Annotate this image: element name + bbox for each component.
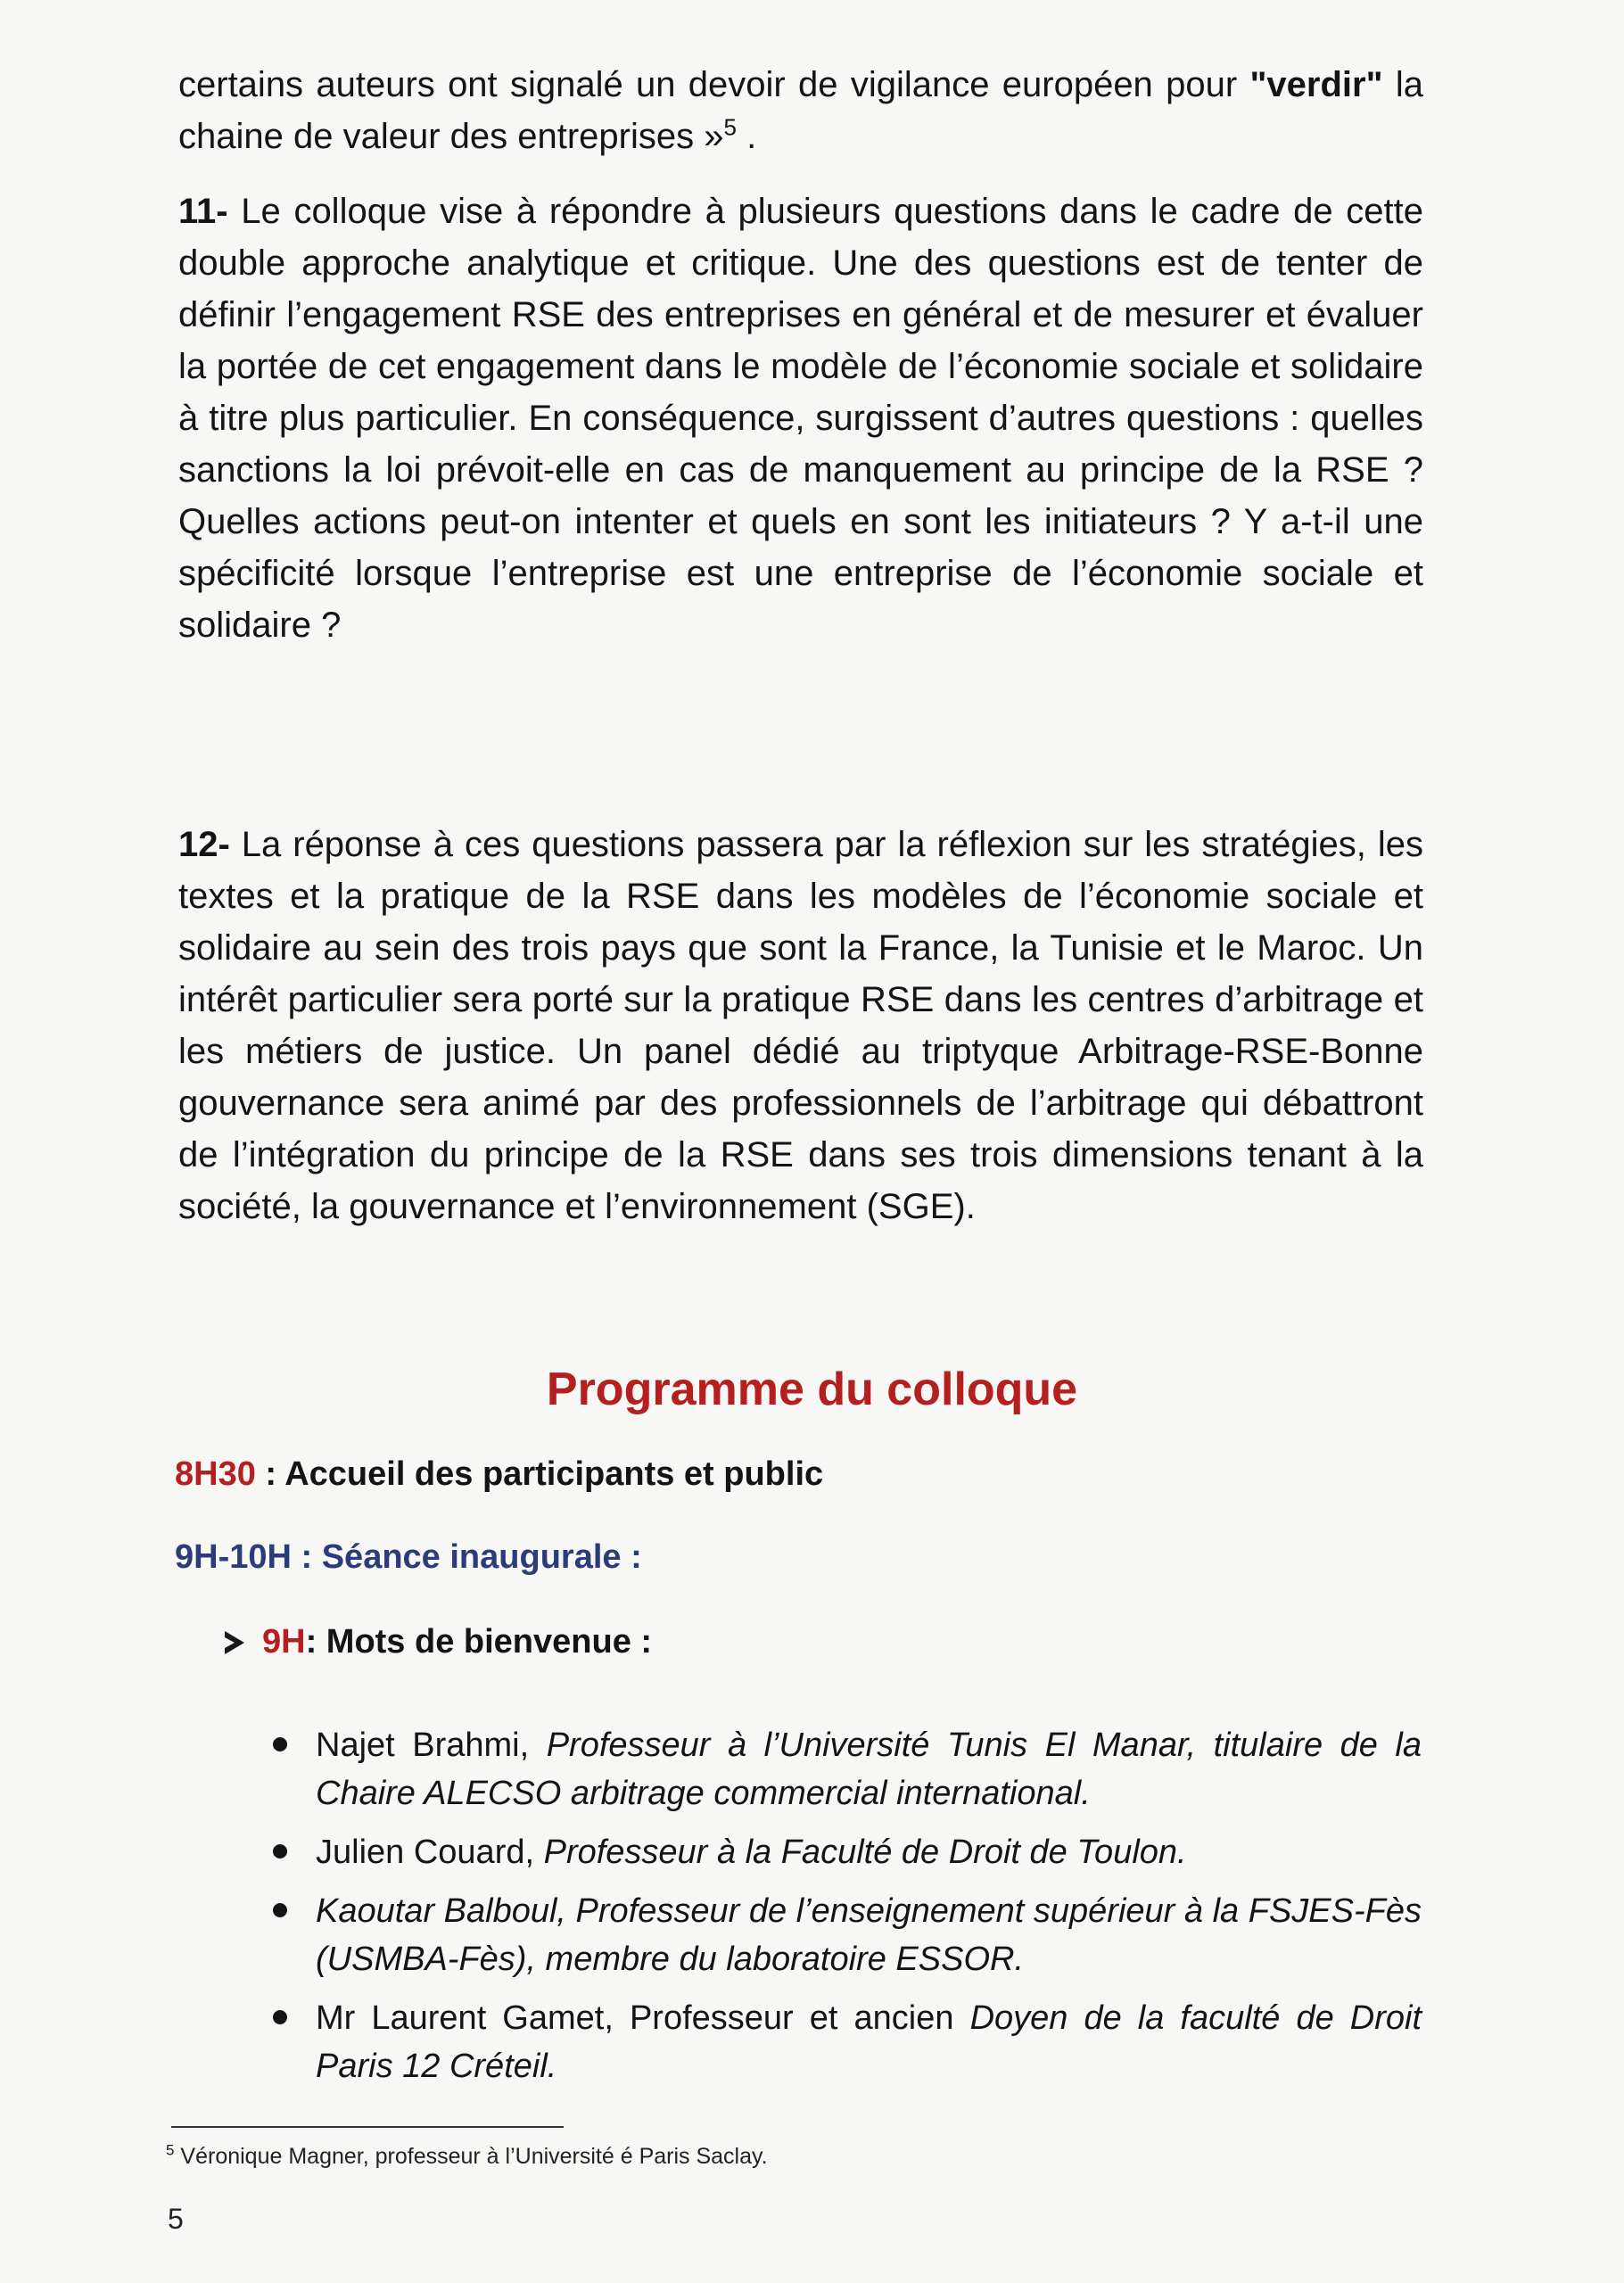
speaker-name: Mr Laurent Gamet, Professeur et ancien [316, 1999, 970, 2037]
paragraph-text: Le colloque vise à répondre à plusieurs questions dans le cadre de cette double approche analytique et critique. Une des questions est de tenter de définir l’engagement RSE des entreprises en général et de mesurer et évaluer la portée de cet engagement dans le modèle de l’économie sociale et solidaire à titre plus particulier. En conséquence, surgissent d’autres questions : quelles sanctions la loi prévoit-elle en cas de manquement au principe de la RSE ? Quelles actions peut-on intenter et quels en sont les initiateurs ? Y a-t-il une spécificité lorsque l’entreprise est une entreprise de l’économie sociale et solidaire ? [178, 192, 1423, 645]
bold-term: "verdir" [1249, 65, 1383, 104]
paragraph-text: La réponse à ces questions passera par la réflexion sur les stratégies, les textes et la pratique de la RSE dans les modèles de l’économie sociale et solidaire au sein des trois pays que sont la France, la Tunisie et le Maroc. Un intérêt particulier sera porté sur la pratique RSE dans les centres d’arbitrage et les métiers de justice. Un panel dédié au triptyque Arbitrage-RSE-Bonne gouvernance sera animé par des professionnels de l’arbitrage qui débattront de l’intégration du principe de la RSE dans ses trois dimensions tenant à la société, la gouvernance et l’environnement (SGE). [178, 825, 1423, 1226]
speaker-role: Doyen de la faculté de Droit Paris 12 Créteil. [316, 1999, 1422, 2085]
programme-title: Programme du colloque [546, 1364, 1078, 1415]
speaker-item [266, 1994, 1422, 2090]
paragraph-text: . [736, 117, 757, 156]
time-label: 8H30 [175, 1455, 256, 1493]
speaker-item [266, 1887, 1422, 1983]
paragraph-number: 12- [178, 825, 230, 864]
programme-item-inaugural: 9H-10H : Séance inaugurale : [175, 1538, 642, 1576]
time-label: 9H [262, 1623, 306, 1661]
speaker-role: Professeur à la Faculté de Droit de Toulon. [543, 1834, 1187, 1871]
footnote-text: Véronique Magner, professeur à l’Université é Paris Saclay. [174, 2144, 768, 2169]
paragraph-text: la chaine de valeur des entreprises » [178, 65, 1423, 156]
page-number: 5 [168, 2203, 184, 2235]
programme-subitem-welcome-words [225, 1623, 652, 1661]
programme-item-welcome [175, 1455, 823, 1494]
paragraph-continuation [178, 59, 1423, 162]
paragraph-number: 11- [178, 192, 228, 231]
speaker-list [266, 1721, 1422, 2101]
speaker-item [266, 1828, 1422, 1876]
arrow-bullet-icon [225, 1631, 244, 1654]
paragraph-11 [178, 185, 1423, 651]
item-label: : Accueil des participants et public [255, 1455, 824, 1493]
item-label: : Mots de bienvenue : [305, 1623, 653, 1661]
speaker-name: Najet Brahmi, [316, 1727, 547, 1764]
speaker-role: Kaoutar Balboul, Professeur de l’enseignement supérieur à la FSJES-Fès (USMBA-Fès), membre du laboratoire ESSOR. [316, 1892, 1422, 1978]
speaker-item [266, 1721, 1422, 1817]
footnote-divider [171, 2126, 564, 2128]
footnote [166, 2141, 768, 2170]
speaker-name: Julien Couard, [316, 1834, 544, 1871]
footnote-number: 5 [166, 2141, 175, 2159]
paragraph-text: certains auteurs ont signalé un devoir de vigilance européen pour [178, 65, 1250, 104]
paragraph-12 [178, 819, 1423, 1232]
speaker-role: Professeur à l’Université Tunis El Manar, titulaire de la Chaire ALECSO arbitrage commercial international. [316, 1727, 1422, 1812]
footnote-ref[interactable]: 5 [723, 113, 737, 141]
